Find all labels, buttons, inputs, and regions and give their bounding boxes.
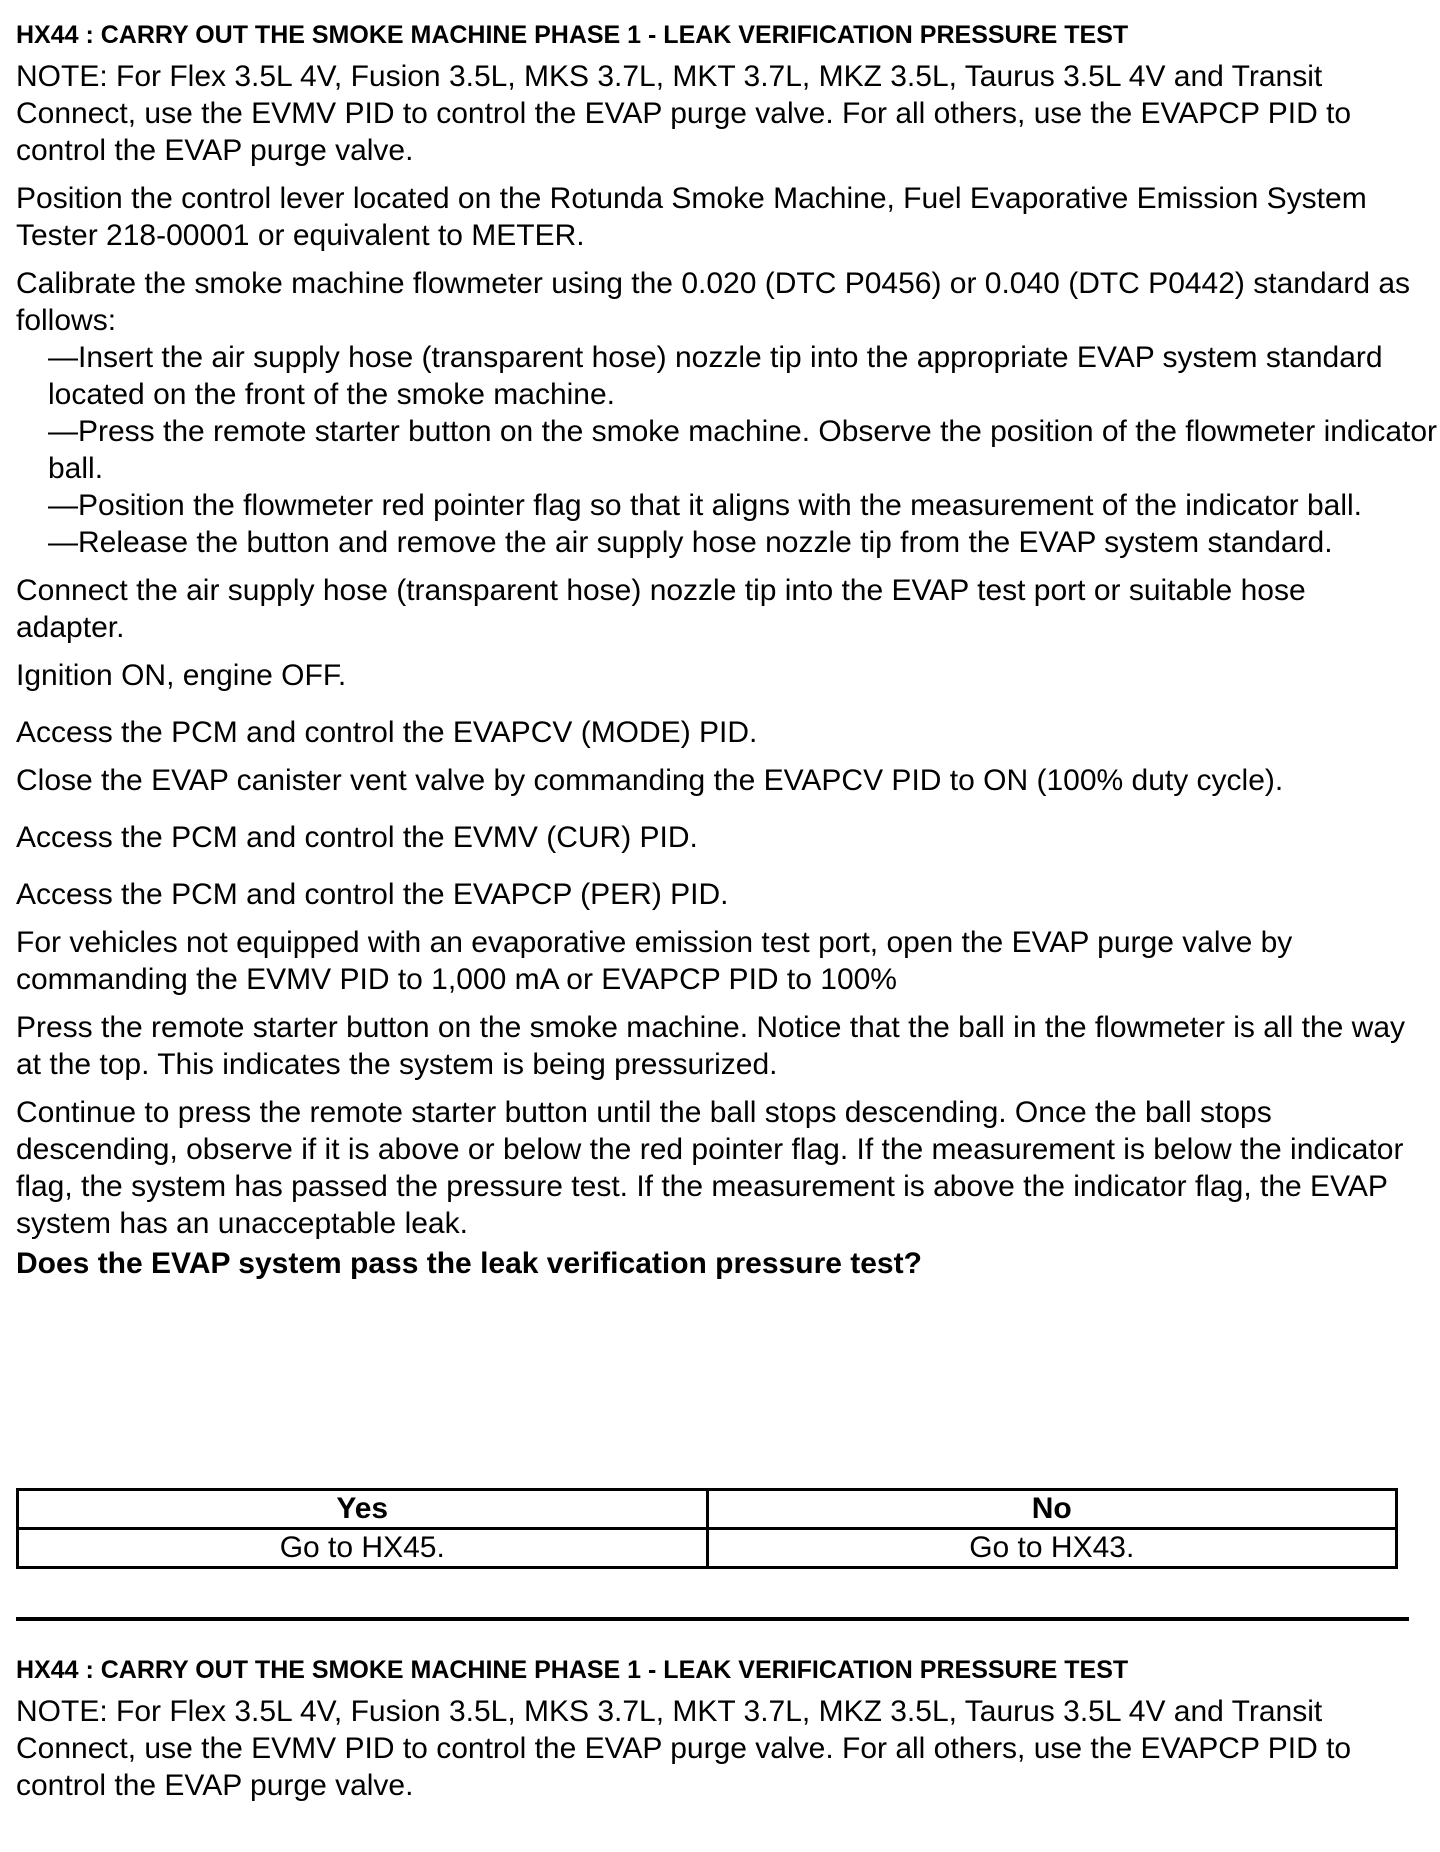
table-cell-yes-action: Go to HX45. (18, 1529, 708, 1568)
table-header-no: No (707, 1490, 1397, 1529)
table-header-yes: Yes (18, 1490, 708, 1529)
no-test-port-paragraph: For vehicles not equipped with an evaporative emission test port, open the EVAP purge valve by commanding the EVMV PID to 1,000 mA or EVAPCP PID to 100% (16, 926, 1293, 996)
press-remote-paragraph: Press the remote starter button on the smoke machine. Notice that the ball in the flowmeter is all the way at the top. This indicates the system is being pressurized. (16, 1011, 1406, 1081)
continue-press-paragraph: Continue to press the remote starter button until the ball stops descending. Once the ball stops descending, observe if it is above or below the red pointer flag. If the measurement is below the indicator flag, the system has passed the pressure test. If the measurement is above the indicator flag, the EVAP system has an unacceptable leak. (16, 1096, 1404, 1240)
calibrate-step-4: —Release the button and remove the air supply hose nozzle tip from the EVAP system standard. (48, 526, 1333, 559)
result-table (16, 1488, 1398, 1569)
step-heading: HX44 : CARRY OUT THE SMOKE MACHINE PHASE 1 - LEAK VERIFICATION PRESSURE TEST (16, 21, 1129, 49)
calibrate-block (16, 265, 1438, 561)
table-row (18, 1529, 1397, 1568)
procedure-section-2 (16, 1645, 1416, 1815)
calibrate-step-3: —Position the flowmeter red pointer flag so that it aligns with the measurement of the indicator ball. (48, 489, 1363, 522)
section-divider (16, 1617, 1409, 1621)
connect-paragraph: Connect the air supply hose (transparent hose) nozzle tip into the EVAP test port or suitable hose adapter. (16, 574, 1306, 644)
note-paragraph-2: NOTE: For Flex 3.5L 4V, Fusion 3.5L, MKS 3.7L, MKT 3.7L, MKZ 3.5L, Taurus 3.5L 4V and Transit Connect, use the EVMV PID to control the EVAP purge valve. For all others, use the EVAPCP PID to control the EVAP purge valve. (16, 1695, 1352, 1802)
table-cell-no-action: Go to HX43. (707, 1529, 1397, 1568)
procedure-section-1 (16, 0, 1438, 1282)
position-lever-paragraph: Position the control lever located on the Rotunda Smoke Machine, Fuel Evaporative Emission System Tester 218-00001 or equivalent to METER. (16, 182, 1367, 252)
calibrate-step-2: —Press the remote starter button on the smoke machine. Observe the position of the flowmeter indicator ball. (48, 415, 1438, 485)
access-evapcv-paragraph: Access the PCM and control the EVAPCV (MODE) PID. (16, 716, 758, 749)
note-paragraph: NOTE: For Flex 3.5L 4V, Fusion 3.5L, MKS 3.7L, MKT 3.7L, MKZ 3.5L, Taurus 3.5L 4V and Transit Connect, use the EVMV PID to control the EVAP purge valve. For all others, use the EVAPCP PID to control the EVAP purge valve. (16, 60, 1352, 167)
table-header-row (18, 1490, 1397, 1529)
question-text: Does the EVAP system pass the leak verification pressure test? (16, 1247, 922, 1280)
step-heading-2: HX44 : CARRY OUT THE SMOKE MACHINE PHASE 1 - LEAK VERIFICATION PRESSURE TEST (16, 1656, 1129, 1684)
calibrate-paragraph: Calibrate the smoke machine flowmeter using the 0.020 (DTC P0456) or 0.040 (DTC P0442) standard as follows: (16, 267, 1411, 337)
close-vent-paragraph: Close the EVAP canister vent valve by commanding the EVAPCV PID to ON (100% duty cycle). (16, 764, 1284, 797)
access-evmv-paragraph: Access the PCM and control the EVMV (CUR) PID. (16, 821, 698, 854)
access-evapcp-paragraph: Access the PCM and control the EVAPCP (PER) PID. (16, 878, 729, 911)
calibrate-step-1: —Insert the air supply hose (transparent hose) nozzle tip into the appropriate EVAP system standard located on the front of the smoke machine. (48, 341, 1383, 411)
ignition-paragraph: Ignition ON, engine OFF. (16, 659, 347, 692)
